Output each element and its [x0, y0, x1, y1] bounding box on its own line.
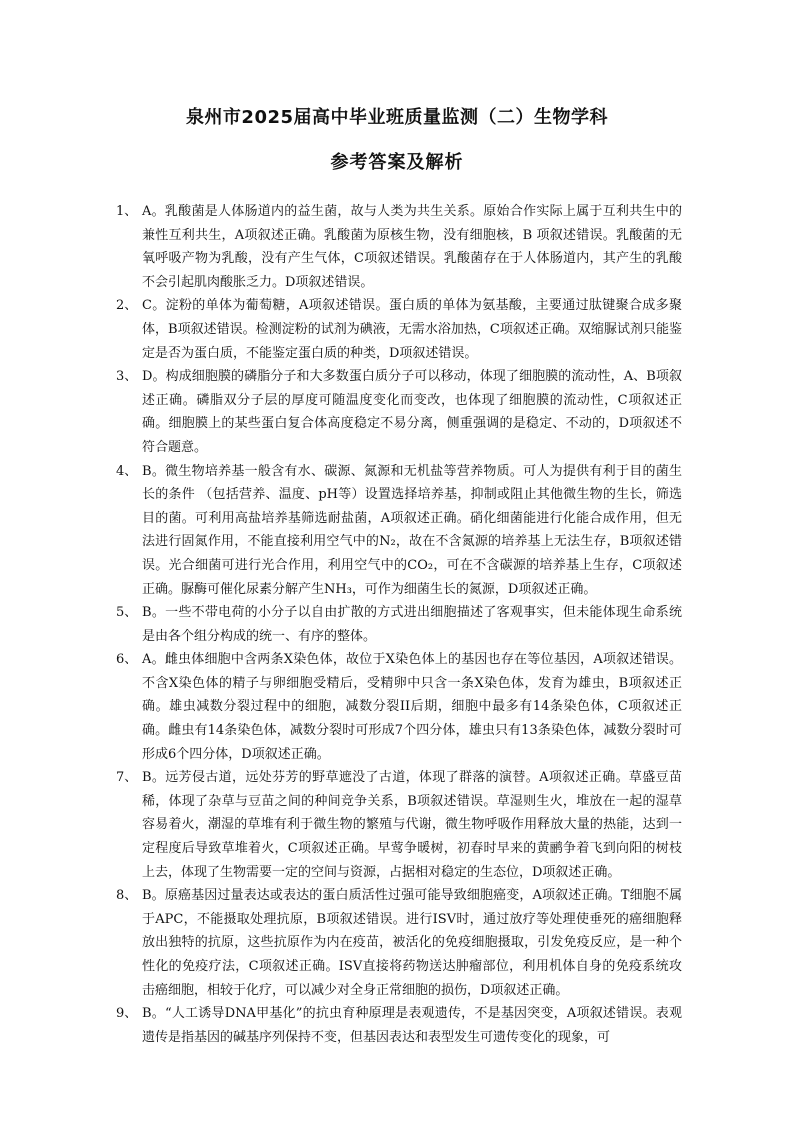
answer-list: [116, 200, 682, 1049]
answer-item-9: [116, 1002, 682, 1049]
answer-number: 4、: [116, 463, 138, 479]
answer-text: B。微生物培养基一般含有水、碳源、氮源和无机盐等营养物质。可人为提供有利于目的菌生长的条件 （包括营养、温度、pH等）设置选择培养基，抑制或阻止其他微生物的生长，筛选目的菌。可利用高盐培养基筛选耐盐菌，A项叙述正确。硝化细菌能进行化能合成作用，但无法进行固氮作用，不能直接利用空气中的N₂，故在不含氮源的培养基上无法生存，B项叙述错误。光合细菌可进行光合作用，利用空气中的CO₂，可在不含碳源的培养基上生存，C项叙述正确。脲酶可催化尿素分解产生NH₃，可作为细菌生长的氮源，D项叙述正确。: [142, 463, 682, 597]
answer-item-6: [116, 648, 682, 766]
document-subtitle: 参考答案及解析: [330, 152, 464, 173]
answer-text: C。淀粉的单体为葡萄糖，A项叙述错误。蛋白质的单体为氨基酸，主要通过肽键聚合成多聚体，B项叙述错误。检测淀粉的试剂为碘液，无需水浴加热，C项叙述正确。双缩脲试剂只能鉴定是否为蛋白质，不能鉴定蛋白质的种类，D项叙述错误。: [142, 298, 682, 361]
answer-number: 5、: [116, 605, 138, 621]
answer-item-5: [116, 601, 682, 648]
answer-item-4: [116, 460, 682, 602]
answer-text: A。乳酸菌是人体肠道内的益生菌，故与人类为共生关系。原始合作实际上属于互利共生中的兼性互利共生，A项叙述正确。乳酸菌为原核生物，没有细胞核，B 项叙述错误。乳酸菌的无氧呼吸产物为乳酸，没有产生气体，C项叙述错误。乳酸菌存在于人体肠道内，其产生的乳酸不会引起肌肉酸胀乏力。D项叙述错误。: [142, 204, 682, 290]
answer-text: B。“人工诱导DNA甲基化”的抗虫育种原理是表观遗传，不是基因突变，A项叙述错误。表观遗传是指基因的碱基序列保持不变，但基因表达和表型发生可遗传变化的现象，可: [142, 1006, 682, 1045]
answer-text: B。远芳侵古道，远处芬芳的野草遮没了古道，体现了群落的演替。A项叙述正确。草盛豆苗稀，体现了杂草与豆苗之间的种间竞争关系，B项叙述错误。草湿则生火，堆放在一起的湿草容易着火，潮湿的草堆有利于微生物的繁殖与代谢，微生物呼吸作用释放大量的热能，达到一定程度后导致草堆着火，C项叙述正确。早莺争暖树，初春时早来的黄鹂争着飞到向阳的树枝上去，体现了生物需要一定的空间与资源，占据相对稳定的生态位，D项叙述正确。: [142, 770, 682, 880]
answer-text: D。构成细胞膜的磷脂分子和大多数蛋白质分子可以移动，体现了细胞膜的流动性，A、B项叙述正确。磷脂双分子层的厚度可随温度变化而变改，也体现了细胞膜的流动性，C项叙述正确。细胞膜上的某些蛋白复合体高度稳定不易分离，侧重强调的是稳定、不动的，D项叙述不符合题意。: [142, 369, 682, 455]
document-title: 泉州市2025届高中毕业班质量监测（二）生物学科: [185, 107, 609, 128]
answer-number: 6、: [116, 652, 138, 668]
answer-item-1: [116, 200, 682, 294]
answer-item-2: [116, 294, 682, 365]
answer-text: A。雌虫体细胞中含两条X染色体，故位于X染色体上的基因也存在等位基因，A项叙述错误。不含X染色体的精子与卵细胞受精后，受精卵中只含一条X染色体，发育为雄虫，B项叙述正确。雄虫减数分裂过程中的细胞，减数分裂II后期，细胞中最多有14条染色体，C项叙述正确。雌虫有14条染色体，减数分裂时可形成7个四分体，雄虫只有13条染色体，减数分裂时可形成6个四分体，D项叙述正确。: [142, 652, 682, 762]
answer-number: 9、: [116, 1006, 138, 1022]
answer-text: B。原癌基因过量表达或表达的蛋白质活性过强可能导致细胞癌变，A项叙述正确。T细胞不属于APC，不能摄取处理抗原，B项叙述错误。进行ISV时，通过放疗等处理使垂死的癌细胞释放出独特的抗原，这些抗原作为内在疫苗，被活化的免疫细胞摄取，引发免疫反应，是一种个性化的免疫疗法，C项叙述正确。ISV直接将药物送达肿瘤部位，利用机体自身的免疫系统攻击癌细胞，相较于化疗，可以减少对全身正常细胞的损伤，D项叙述正确。: [142, 888, 682, 998]
answer-item-7: [116, 766, 682, 884]
answer-number: 7、: [116, 770, 138, 786]
answer-number: 3、: [116, 369, 138, 385]
answer-number: 8、: [116, 888, 138, 904]
answer-item-3: [116, 365, 682, 459]
answer-text: B。一些不带电荷的小分子以自由扩散的方式进出细胞描述了客观事实，但未能体现生命系统是由各个组分构成的统一、有序的整体。: [142, 605, 682, 644]
answer-item-8: [116, 884, 682, 1002]
answer-number: 1、: [116, 204, 138, 219]
answer-number: 2、: [116, 298, 138, 314]
